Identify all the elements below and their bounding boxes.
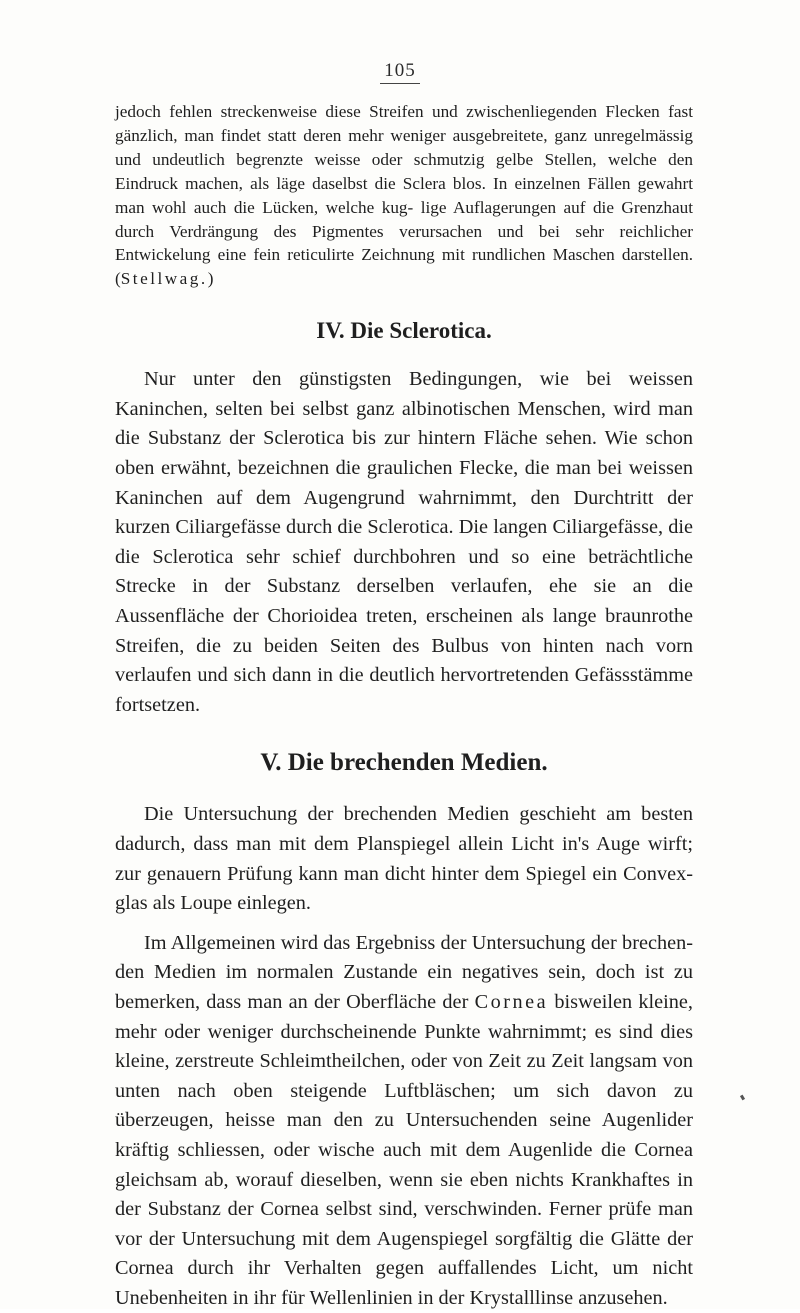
paragraph-ergebniss [115,929,693,1313]
paragraph-text-end: bisweilen kleine, mehr oder weniger durchscheinende Punkte wahrnimmt; es sind dies kleine, zerstreute Schleimtheilchen, oder von Zeit zu Zeit langsam von unten nach oben steigende Luftbläschen; um sich davon zu überzeugen, heisse man den zu Untersuchenden seine Augenlider kräftig schliessen, oder wische auch mit dem Augenlide die Cornea gleichsam ab, worauf dieselben, wenn sie eben nichts Krankhaftes in der Substanz der Cornea selbst sind, verschwinden. Ferner prüfe man vor der Untersuchung mit dem Augenspiegel sorgfältig die Glätte der Cornea durch ihr Verhalten gegen auffallendes Licht, um nicht Unebenheiten in ihr für Wellenlinien in der Krystalllinse anzusehen. [115,990,693,1309]
page-body [115,100,693,1313]
paragraph-text: jedoch fehlen streckenweise diese Streifen und zwischenliegenden Flecken fast gänzlich, man findet statt deren mehr weniger ausgebreitete, ganz unregelmässig und undeutlich begrenzte weisse oder schmutzig gelbe Stellen, welche den Eindruck machen, als läge daselbst die Sclera blos. In einzelnen Fällen gewahrt man wohl auch die Lücken, welche kug- lige Auflagerungen auf die Grenzhaut durch Verdrängung des Pigmentes verursachen und bei sehr reichlicher Entwickelung eine fein reticulirte Zeichnung mit rundlichen Maschen darstellen. ( [115,102,693,289]
section-heading-brechende-medien: V. Die brechenden Medien. [260,749,548,777]
paragraph-text-end: ) [207,269,214,289]
section-heading-sclerotica: IV. Die Sclerotica. [316,318,492,344]
term-cornea: Cornea [474,990,549,1013]
author-citation: Stellwag. [120,269,208,289]
paragraph-sclerotica: Nur unter den günstigsten Bedingungen, wie bei weissen Kaninchen, selten bei selbst ganz albinotischen Menschen, wird man die Substanz der Sclerotica bis zur hintern Fläche sehen. Wie schon oben erwähnt, bezeichnen die graulichen Flecke, die man bei weissen Kaninchen auf dem Augengrund wahrnimmt, den Durchtritt der kurzen Ciliargefässe durch die Sclerotica. Die langen Ciliargefässe, die die Sclerotica sehr schief durchbohren und so eine beträchtliche Strecke in der Substanz derselben verlaufen, ehe sie an die Aussenfläche der Chorioidea treten, erscheinen als lange braunrothe Streifen, die zu beiden Seiten des Bulbus von hinten nach vorn verlaufen und sich dann in die deutlich hervortretenden Gefässstämme fortsetzen. [115,368,693,716]
paragraph-text: Im Allgemeinen wird das Ergebniss der Untersuchung der brechen- den Medien im normalen Zustande ein negatives sein, doch ist zu bemerken, dass man an der Oberfläche der [115,931,693,1013]
page-number: 105 [0,60,800,84]
paragraph-untersuchung: Die Untersuchung der brechenden Medien geschieht am besten dadurch, dass man mit dem Planspiegel allein Licht in's Auge wirft; zur genauern Prüfung kann man dicht hinter dem Spiegel ein Convex- glas als Loupe einlegen. [115,803,693,915]
paragraph-stellwag-quote [115,100,693,291]
margin-speck [740,1095,745,1101]
